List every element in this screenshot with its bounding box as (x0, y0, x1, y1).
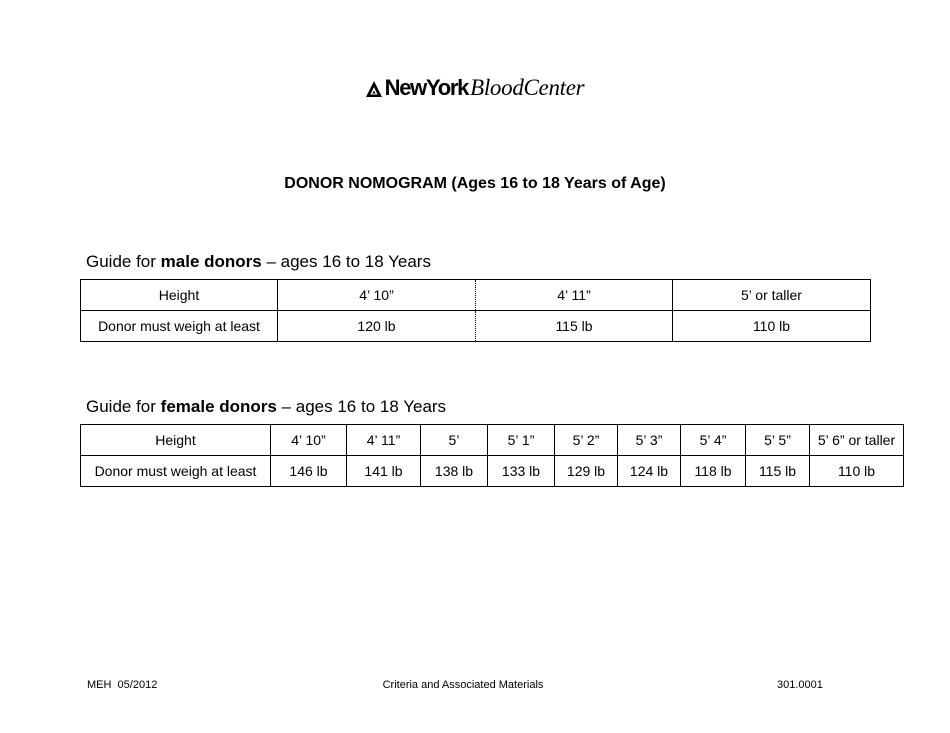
male-weight-cell: 115 lb (476, 311, 673, 342)
female-guide-heading (86, 396, 446, 418)
male-weight-cell: 120 lb (278, 311, 476, 342)
male-height-label: Height (81, 280, 278, 311)
female-height-cell: 5’ 2” (555, 425, 618, 456)
female-weight-cell: 115 lb (746, 456, 810, 487)
blood-drop-logo-icon (366, 81, 382, 98)
male-guide-heading (86, 251, 431, 273)
female-height-cell: 5’ 3” (618, 425, 681, 456)
male-donor-table (80, 279, 871, 342)
female-weight-cell: 133 lb (488, 456, 555, 487)
female-guide-bold: female donors (160, 397, 277, 416)
male-height-cell: 5’ or taller (673, 280, 871, 311)
female-donor-table (80, 424, 904, 487)
female-height-cell: 4’ 10” (271, 425, 347, 456)
male-guide-prefix: Guide for (86, 252, 161, 271)
female-height-row (81, 425, 904, 456)
female-height-cell: 5’ 6” or taller (810, 425, 904, 456)
male-weight-cell: 110 lb (673, 311, 871, 342)
female-guide-prefix: Guide for (86, 397, 161, 416)
footer-document-number: 301.0001 (777, 679, 823, 691)
female-height-cell: 5’ 4” (681, 425, 746, 456)
female-height-cell: 5’ (421, 425, 488, 456)
nybc-logo (0, 74, 950, 105)
female-weight-cell: 129 lb (555, 456, 618, 487)
footer-section-title: Criteria and Associated Materials (382, 679, 544, 691)
female-height-cell: 5’ 1” (488, 425, 555, 456)
female-weight-row (81, 456, 904, 487)
female-weight-cell: 138 lb (421, 456, 488, 487)
logo-text-bloodcenter: BloodCenter (470, 75, 585, 100)
male-weight-label: Donor must weigh at least (81, 311, 278, 342)
female-height-cell: 5’ 5” (746, 425, 810, 456)
male-height-cell: 4’ 10” (278, 280, 476, 311)
female-height-label: Height (81, 425, 271, 456)
male-weight-row (81, 311, 871, 342)
male-height-row (81, 280, 871, 311)
female-guide-suffix: – ages 16 to 18 Years (276, 397, 447, 416)
male-guide-bold: male donors (160, 252, 262, 271)
female-weight-cell: 118 lb (681, 456, 746, 487)
female-height-cell: 4’ 11” (347, 425, 421, 456)
logo-text-newyork: NewYork (384, 75, 469, 100)
female-weight-cell: 146 lb (271, 456, 347, 487)
female-weight-label: Donor must weigh at least (81, 456, 271, 487)
page-title: DONOR NOMOGRAM (Ages 16 to 18 Years of Age) (284, 175, 666, 192)
female-weight-cell: 124 lb (618, 456, 681, 487)
female-weight-cell: 141 lb (347, 456, 421, 487)
female-weight-cell: 110 lb (810, 456, 904, 487)
male-height-cell: 4’ 11” (476, 280, 673, 311)
male-guide-suffix: – ages 16 to 18 Years (261, 252, 431, 271)
footer-author-date: MEH 05/2012 (87, 679, 158, 691)
